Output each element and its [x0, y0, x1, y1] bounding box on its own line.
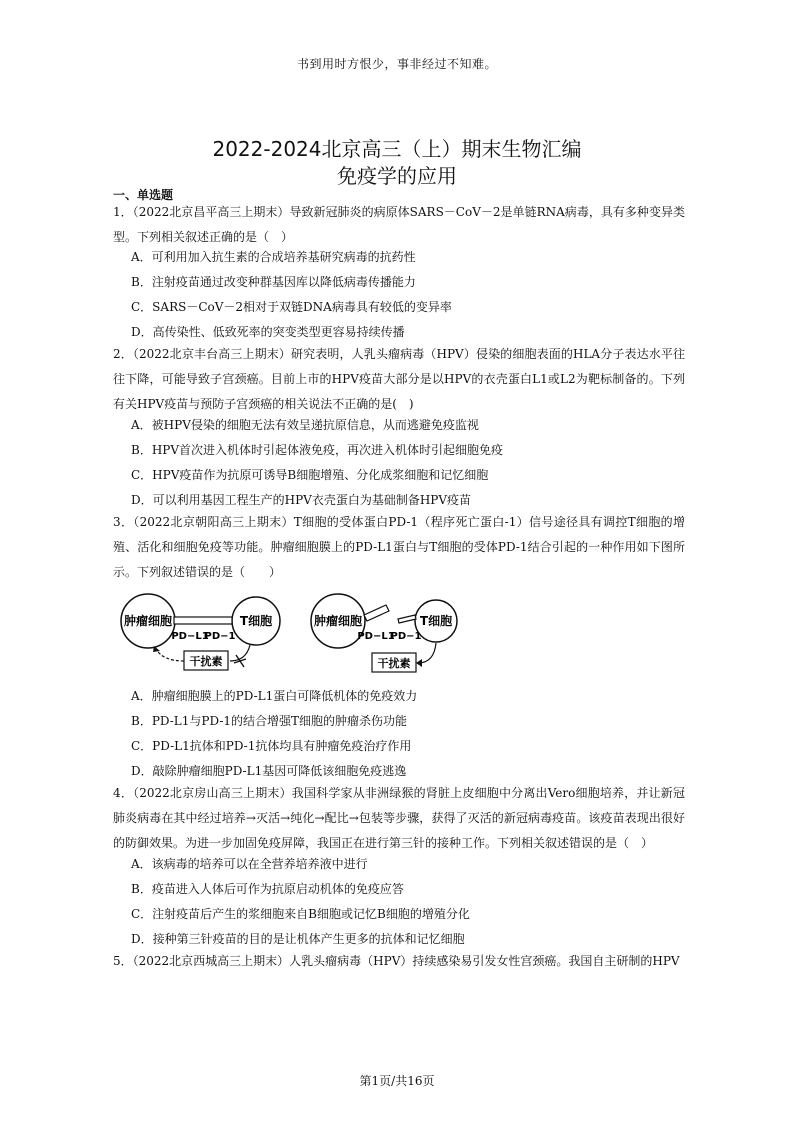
pdl1-pd1-bond [174, 617, 232, 624]
question-option: B．HPV首次进入机体时引起体液免疫，再次进入机体时引起细胞免疫 [131, 443, 504, 457]
question-option: B．疫苗进入人体后可作为抗原启动机体的免疫应答 [131, 882, 404, 896]
diagram-right-panel [311, 594, 457, 672]
question-stem: 2．（2022北京丰台高三上期末）研究表明，人乳头瘤病毒（HPV）侵染的细胞表面的HLA分子表达水平往往下降，可能导致子宫颈癌。目前上市的HPV疫苗大部分是以HPV的衣壳蛋白L1或L2为靶标制备的。下列有关HPV疫苗与预防子宫颈癌的相关说法不正确的是( ) [113, 347, 685, 411]
section-heading: 一、单选题 [113, 188, 174, 202]
question-option: D．敲除肿瘤细胞PD-L1基因可降低该细胞免疫逃逸 [131, 764, 407, 778]
question-stem: 5．（2022北京西城高三上期末）人乳头瘤病毒（HPV）持续感染易引发女性宫颈癌。我国自主研制的HPV [113, 954, 680, 968]
tumor-cell-label: 肿瘤细胞 [123, 614, 173, 628]
question-option: A．被HPV侵染的细胞无法有效呈递抗原信息，从而逃避免疫监视 [131, 418, 479, 432]
question-option: C．HPV疫苗作为抗原可诱导B细胞增殖、分化成浆细胞和记忆细胞 [131, 468, 489, 482]
arrowhead [416, 659, 422, 667]
question-option: A．可利用加入抗生素的合成培养基研究病毒的抗药性 [131, 250, 416, 264]
question-option: A．肿瘤细胞膜上的PD-L1蛋白可降低机体的免疫效力 [131, 689, 418, 703]
tumor-cell-label: 肿瘤细胞 [313, 614, 363, 628]
dashed-arrow [156, 649, 184, 661]
question-option: C．PD-L1抗体和PD-1抗体均具有肿瘤免疫治疗作用 [131, 739, 412, 753]
question-stem: 3．（2022北京朝阳高三上期末）T细胞的受体蛋白PD-1（程序死亡蛋白-1）信号途径具有调控T细胞的增殖、活化和细胞免疫等功能。肿瘤细胞膜上的PD-L1蛋白与T细胞的受体PD-1结合引起的一种作用如下图所示。下列叙述错误的是（ ） [113, 515, 685, 579]
question-stem: 1．（2022北京昌平高三上期末）导致新冠肺炎的病原体SARS－CoV－2是单链RNA病毒，具有多种变异类型。下列相关叙述正确的是（ ） [113, 205, 685, 244]
interferon-label: 干扰素 [377, 657, 411, 670]
pd1-label: PD−1 [204, 631, 236, 642]
question-option: A．该病毒的培养可以在全营养培养液中进行 [131, 857, 368, 871]
header-quote: 书到用时方恨少，事非经过不知难。 [296, 57, 497, 71]
pdl1-shape [364, 605, 389, 621]
page-footer: 第1页/共16页 [359, 1074, 435, 1088]
question-option: D．高传染性、低致死率的突变类型更容易持续传播 [131, 325, 405, 339]
page-subtitle: 免疫学的应用 [337, 164, 457, 188]
question-option: B．PD-L1与PD-1的结合增强T细胞的肿瘤杀伤功能 [131, 714, 408, 728]
question-option: D．接种第三针疫苗的目的是让机体产生更多的抗体和记忆细胞 [131, 932, 465, 946]
pdl1-label: PD−L1 [171, 631, 209, 642]
pd1-label: PD−1 [390, 631, 422, 642]
pd1-diagram [118, 591, 458, 683]
t-cell-label: T细胞 [239, 614, 273, 628]
t-cell-label: T细胞 [419, 614, 453, 628]
pd1-shape [398, 615, 416, 623]
page-title: 2022-2024北京高三（上）期末生物汇编 [212, 137, 582, 161]
question-option: C．SARS－CoV－2相对于双链DNA病毒具有较低的变异率 [131, 300, 452, 314]
question-option: B．注射疫苗通过改变种群基因库以降低病毒传播能力 [131, 275, 416, 289]
pdl1-label: PD−L1 [357, 631, 395, 642]
blocked-arrow [230, 645, 250, 661]
interferon-label: 干扰素 [189, 655, 223, 668]
question-option: C．注射疫苗后产生的浆细胞来自B细胞或记忆B细胞的增殖分化 [131, 907, 470, 921]
question-option: D．可以利用基因工程生产的HPV衣壳蛋白为基础制备HPV疫苗 [131, 493, 472, 507]
diagram-left-panel [121, 594, 280, 670]
question-stem: 4．（2022北京房山高三上期末）我国科学家从非洲绿猴的肾脏上皮细胞中分离出Vero细胞培养，并让新冠肺炎病毒在其中经过培养→灭活→纯化→配比→包装等步骤，获得了灭活的新冠病毒疫苗。该疫苗表现出很好的防御效果。为进一步加固免疫屏障，我国正在进行第三针的接种工作。下列相关叙述错误的是（ ） [113, 786, 685, 850]
